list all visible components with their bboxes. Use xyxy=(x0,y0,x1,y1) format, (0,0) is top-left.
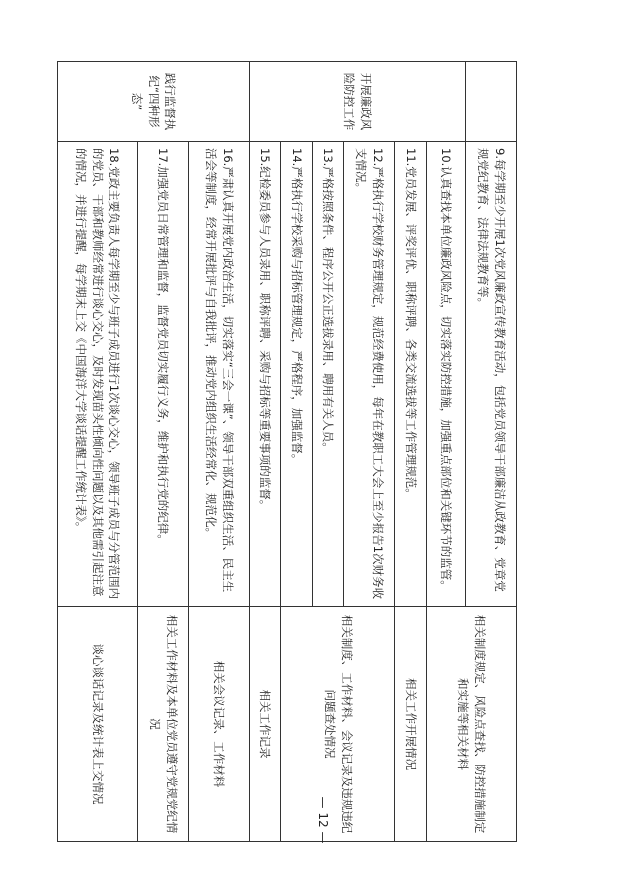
task-cell: 11.党员发展、评奖评优、职称评聘、各类交流选拔等工作管理规范。 xyxy=(395,142,426,607)
table-row xyxy=(395,62,426,842)
category-cell: 践行监督执纪“四种形态” xyxy=(58,62,250,142)
material-cell: 相关工作材料及本单位党员遵守党规党纪情况 xyxy=(137,607,188,842)
task-cell: 18.党政主要负责人每学期至少与班子成员进行1次谈心交心，领导班子成员与分管范围内的党员、干部和教师经常进行谈心交心，及时发现苗头性倾向性问题以及其他需引起注意的情况，并进行提醒，每学期末上交《中国海洋大学谈话提醒工作统计表》。 xyxy=(58,142,138,607)
material-cell: 谈心谈话记录及统计表上交情况 xyxy=(58,607,138,842)
task-cell: 12.严格执行学校财务管理规定，规范经费使用，每年在教职工大会上至少报告1次财务收支情况。 xyxy=(344,142,395,607)
task-cell: 13.严格按照条件、程序公开公正选拔录用、聘用有关人员。 xyxy=(312,142,343,607)
task-cell: 14.严格执行学校采购与招标管理规定，严格程序，加强监督。 xyxy=(281,142,312,607)
material-cell: 相关制度规定、风险点查找、防控措施制定和实施等相关材料 xyxy=(426,607,516,842)
task-cell: 16.严肃认真开展党内政治生活，切实落实“三会一课”、领导干部双重组织生活、民主生活会等制度，经常开展批评与自我批评，推动党内组织生活经常化、规范化。 xyxy=(189,142,250,607)
task-cell: 9.每学期至少开展1次党风廉政宣传教育活动，包括党员领导干部廉洁从政教育、党章党规党纪教育、法律法规教育等。 xyxy=(465,142,516,607)
task-cell: 10.认真查找本单位廉政风险点，切实落实防控措施，加强重点部位和关键环节的监管。 xyxy=(426,142,465,607)
page-number: — 12 — xyxy=(316,796,330,844)
rotated-table-wrapper xyxy=(57,61,517,841)
material-cell: 相关会议记录、工作材料 xyxy=(189,607,250,842)
material-cell: 相关制度、工作材料、会议记录及违规违纪问题查处情况 xyxy=(281,607,395,842)
category-cell: 开展廉政风险防控工作 xyxy=(249,62,465,142)
task-cell: 15.纪检委员参与人员录用、职称评聘、采购与招标等重要事项的监督。 xyxy=(249,142,280,607)
table-row xyxy=(249,62,280,842)
table-row xyxy=(137,62,188,842)
material-cell: 相关工作开展情况 xyxy=(395,607,426,842)
table-row xyxy=(344,62,395,842)
responsibility-table xyxy=(57,61,517,842)
task-cell: 17.加强党员日常管理和监督，监督党员切实履行义务，维护和执行党的纪律。 xyxy=(137,142,188,607)
category-cell-empty xyxy=(465,62,516,142)
table-row xyxy=(189,62,250,842)
table-row xyxy=(58,62,138,842)
table-row xyxy=(465,62,516,842)
material-cell: 相关工作记录 xyxy=(249,607,280,842)
